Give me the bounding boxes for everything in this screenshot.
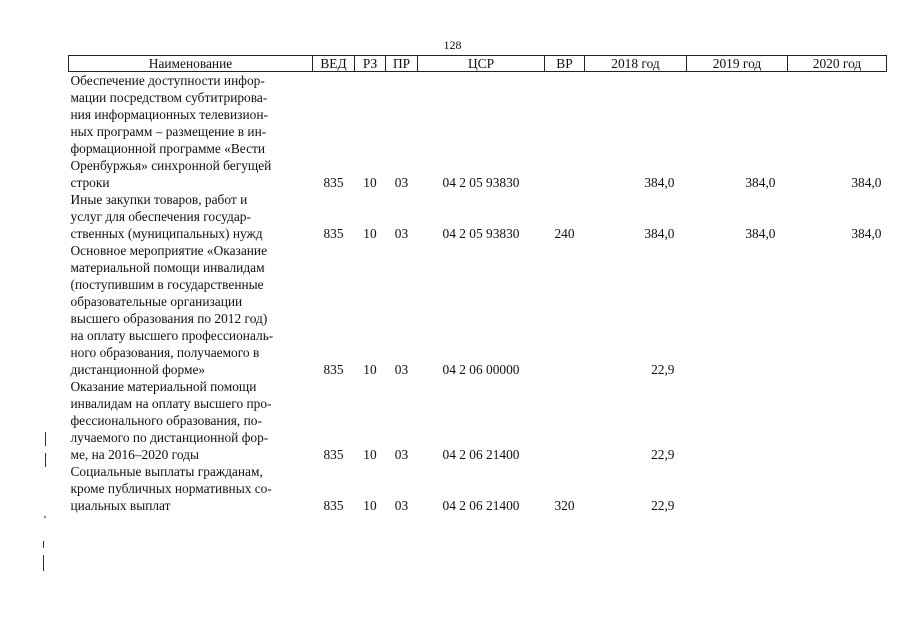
row-amount-2019 <box>687 378 788 463</box>
row-ved: 835 <box>323 362 344 377</box>
row-vr: 320 <box>554 498 575 513</box>
table-row <box>69 72 887 192</box>
row-csr: 04 2 05 93830 <box>442 175 520 190</box>
row-ved: 835 <box>323 447 344 462</box>
row-rz: 10 <box>363 175 377 190</box>
header-vr: ВР <box>545 56 585 72</box>
row-pr: 03 <box>394 498 409 513</box>
row-rz: 10 <box>363 498 377 513</box>
row-amount-2018: 22,9 <box>651 447 675 462</box>
row-amount-2020 <box>788 378 887 463</box>
header-2019: 2019 год <box>687 56 788 72</box>
scan-margin-mark <box>44 516 46 518</box>
row-pr: 03 <box>394 447 409 462</box>
row-pr: 03 <box>394 175 409 190</box>
row-name: Иные закупки товаров, работ и услуг для обеспечения государ- ственных (муниципальных) нужд <box>70 192 263 241</box>
row-name: Обеспечение доступности инфор- мации посредством субтитрирова- ния информационных телевизион- ных программ – размещение в ин- формационной программе «Вести Оренбуржья» синхронной бегущей строки <box>70 73 272 190</box>
row-vr <box>545 72 585 192</box>
row-csr: 04 2 05 93830 <box>442 226 520 241</box>
header-rz: РЗ <box>355 56 386 72</box>
table-row <box>69 191 887 242</box>
row-csr: 04 2 06 21400 <box>442 498 520 513</box>
row-amount-2019: 384,0 <box>745 175 776 190</box>
header-pr: ПР <box>386 56 418 72</box>
row-amount-2019: 384,0 <box>745 226 776 241</box>
row-ved: 835 <box>323 498 344 513</box>
row-name: Основное мероприятие «Оказание материальной помощи инвалидам (поступившим в государственные образовательные организации высшего образования по 2012 год) на оплату высшего профессиональ- ного образования, получаемого в дистанционной форме» <box>70 243 274 377</box>
page-number: 128 <box>443 38 462 52</box>
row-ved: 835 <box>323 226 344 241</box>
row-amount-2018: 22,9 <box>651 498 675 513</box>
row-rz: 10 <box>363 226 377 241</box>
row-csr: 04 2 06 21400 <box>442 447 520 462</box>
row-vr: 240 <box>554 226 575 241</box>
scan-margin-mark <box>45 432 46 446</box>
scan-margin-mark <box>45 453 46 467</box>
table-header-row <box>69 56 887 72</box>
row-pr: 03 <box>394 226 409 241</box>
row-amount-2018: 22,9 <box>651 362 675 377</box>
row-amount-2019 <box>687 463 788 514</box>
row-amount-2020 <box>788 463 887 514</box>
row-ved: 835 <box>323 175 344 190</box>
row-rz: 10 <box>363 362 377 377</box>
row-amount-2018: 384,0 <box>644 226 675 241</box>
row-vr <box>545 242 585 378</box>
row-amount-2019 <box>687 242 788 378</box>
header-name: Наименование <box>69 56 313 72</box>
row-vr <box>545 378 585 463</box>
table-row <box>69 378 887 463</box>
row-name: Социальные выплаты гражданам, кроме публичных нормативных со- циальных выплат <box>70 464 272 513</box>
row-amount-2018: 384,0 <box>644 175 675 190</box>
row-amount-2020 <box>788 242 887 378</box>
row-name: Оказание материальной помощи инвалидам на оплату высшего про- фессионального образования, по- лучаемого по дистанционной фор- ме, на 2016–2020 годы <box>70 379 272 462</box>
scan-margin-mark <box>43 555 44 571</box>
row-pr: 03 <box>394 362 409 377</box>
table-row <box>69 242 887 378</box>
row-amount-2020: 384,0 <box>851 226 882 241</box>
budget-table <box>68 55 887 514</box>
header-2020: 2020 год <box>788 56 887 72</box>
header-ved: ВЕД <box>313 56 355 72</box>
table-row <box>69 463 887 514</box>
header-2018: 2018 год <box>585 56 687 72</box>
row-csr: 04 2 06 00000 <box>442 362 520 377</box>
header-csr: ЦСР <box>418 56 545 72</box>
row-rz: 10 <box>363 447 377 462</box>
row-amount-2020: 384,0 <box>851 175 882 190</box>
scan-margin-mark <box>43 541 44 548</box>
